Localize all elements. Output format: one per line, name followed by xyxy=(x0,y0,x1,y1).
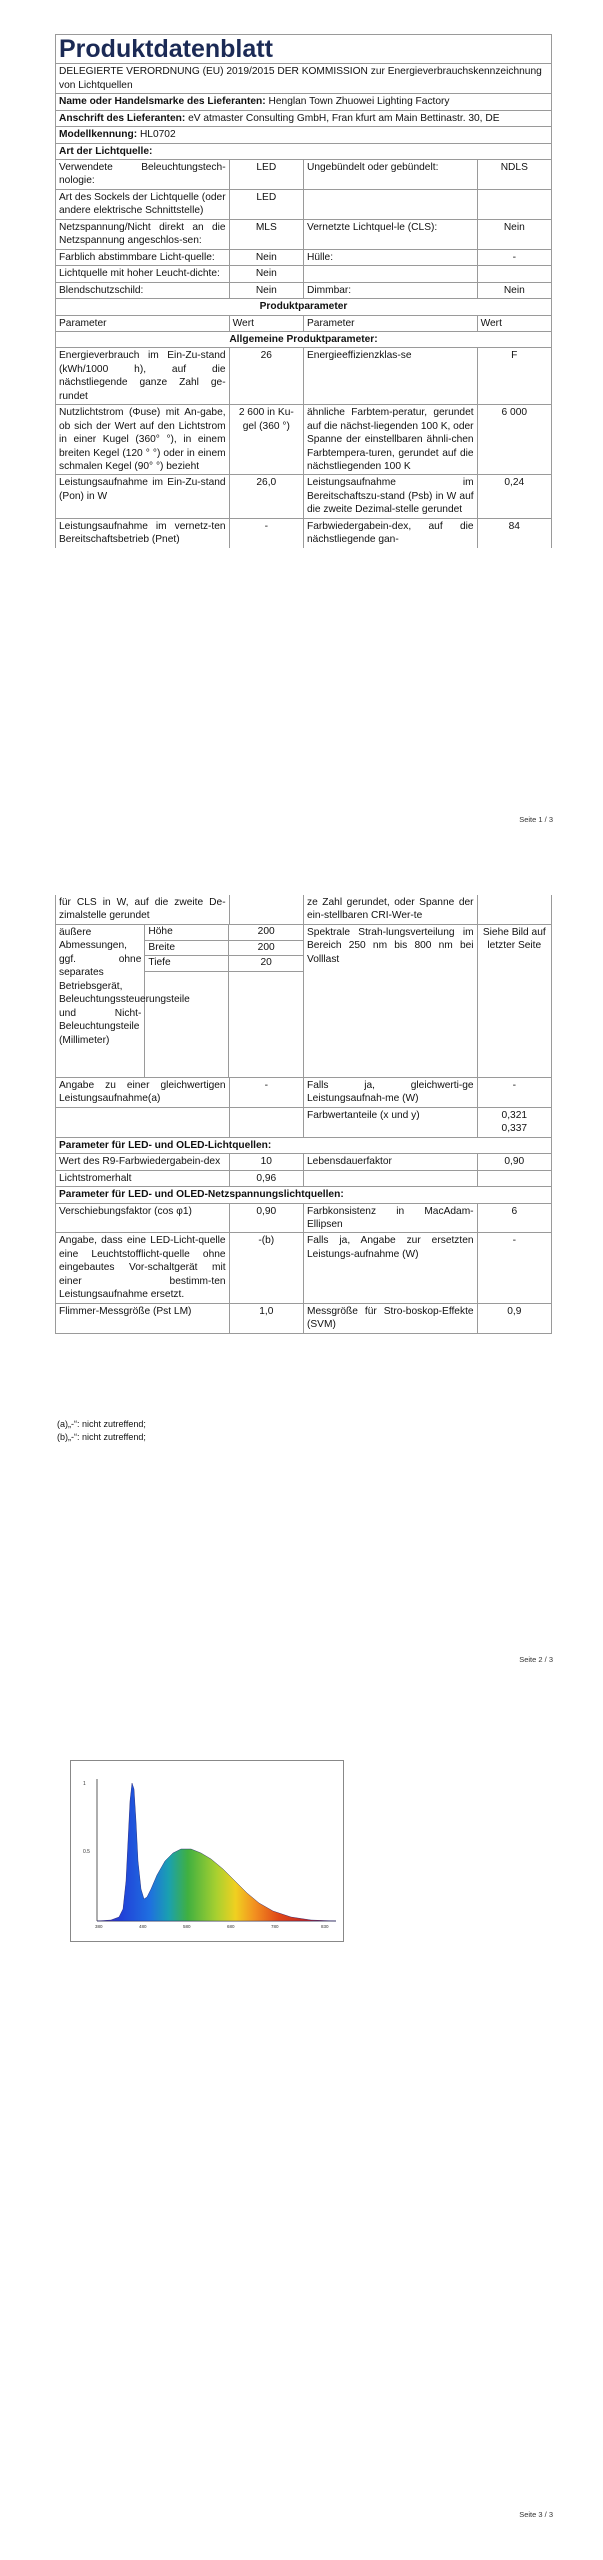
param-value: 1,0 xyxy=(229,1303,303,1333)
param-value: LED xyxy=(229,189,303,219)
param-value: - xyxy=(229,518,303,547)
empty-cell xyxy=(303,189,477,219)
table-row xyxy=(56,348,552,405)
y-tick-label: 0.5 xyxy=(83,1849,90,1855)
column-header: Wert xyxy=(229,315,303,331)
empty-cell xyxy=(477,189,551,219)
param-label: für CLS in W, auf die zweite De-zimalstelle gerundet xyxy=(56,895,230,924)
empty-cell xyxy=(229,895,303,924)
page-1 xyxy=(0,0,603,850)
table-row xyxy=(56,159,552,189)
empty-cell xyxy=(145,971,229,1077)
dimensions-label: äußere Abmessungen, ggf. ohne separates Betriebsgerät, Beleuchtungssteuerungsteile und Nicht-Beleuchtungsteile (Millimeter) xyxy=(56,925,145,1077)
param-label: Spektrale Strah-lungsverteilung im Bereich 250 nm bis 800 nm bei Volllast xyxy=(303,924,477,1077)
param-label: Energieverbrauch im Ein-Zu-stand (kWh/1000 h), auf die nächstliegende ganze Zahl ge-rundet xyxy=(56,348,230,405)
param-value: NDLS xyxy=(477,159,551,189)
empty-cell xyxy=(303,1170,477,1186)
param-label: Flimmer-Messgröße (Pst LM) xyxy=(56,1303,230,1333)
param-value: - xyxy=(477,249,551,265)
table-row xyxy=(56,1303,552,1333)
param-value: 84 xyxy=(477,518,551,547)
param-value: 6 xyxy=(477,1203,551,1233)
supplier-value: Henglan Town Zhuowei Lighting Factory xyxy=(268,96,450,108)
table-row xyxy=(56,924,552,1077)
param-value: 0,9 xyxy=(477,1303,551,1333)
param-label: Lichtquelle mit hoher Leucht-dichte: xyxy=(56,266,230,282)
table-row xyxy=(56,1154,552,1170)
column-header: Parameter xyxy=(56,315,230,331)
table-row xyxy=(56,1170,552,1186)
table-row xyxy=(56,1233,552,1303)
empty-cell xyxy=(303,266,477,282)
empty-cell xyxy=(56,1107,230,1137)
document-title: Produktdatenblatt xyxy=(59,35,273,63)
supplier-label: Name oder Handelsmarke des Lieferanten: xyxy=(59,96,266,108)
x-tick-label: 580 xyxy=(183,1924,191,1929)
param-value: LED xyxy=(229,159,303,189)
x-tick-label: 380 xyxy=(95,1924,103,1929)
param-value: MLS xyxy=(229,219,303,249)
param-value: - xyxy=(229,1077,303,1107)
dimension-value: 200 xyxy=(229,940,303,956)
table-row xyxy=(56,282,552,298)
x-tick-label: 680 xyxy=(227,1924,235,1929)
param-value: 0,90 xyxy=(477,1154,551,1170)
param-label: Wert des R9-Farbwiedergabein-dex xyxy=(56,1154,230,1170)
param-value: Siehe Bild auf letzter Seite xyxy=(477,924,551,1077)
model-label: Modellkennung: xyxy=(59,129,138,141)
dimension-value: 20 xyxy=(229,956,303,972)
model-value: HL0702 xyxy=(139,129,176,141)
param-value: Nein xyxy=(229,282,303,298)
spectrum-svg xyxy=(81,1771,341,1931)
param-value: Nein xyxy=(229,266,303,282)
param-label: Ungebündelt oder gebündelt: xyxy=(303,159,477,189)
empty-cell xyxy=(477,895,551,924)
param-value: - xyxy=(477,1077,551,1107)
datasheet-table-part-2 xyxy=(55,895,552,1334)
param-value: 0,24 xyxy=(477,475,551,518)
param-value: Nein xyxy=(477,282,551,298)
led-params-heading: Parameter für LED- und OLED-Lichtquellen: xyxy=(56,1137,552,1153)
regulation-text: DELEGIERTE VERORDNUNG (EU) 2019/2015 DER KOMMISSION zur Energieverbrauchskennzeichnung von Lichtquellen xyxy=(56,64,552,94)
param-value: 6 000 xyxy=(477,405,551,475)
title-cell xyxy=(56,35,552,64)
dimensions-cell xyxy=(56,924,304,1077)
param-value: 26 xyxy=(229,348,303,405)
table-row xyxy=(56,249,552,265)
param-label: Lebensdauerfaktor xyxy=(303,1154,477,1170)
table-row xyxy=(56,405,552,475)
param-label: Verwendete Beleuchtungstech-nologie: xyxy=(56,159,230,189)
page-2 xyxy=(0,850,603,1685)
chromaticity-x: 0,321 xyxy=(501,1109,528,1121)
param-label: Falls ja, gleichwerti-ge Leistungsaufnah-me (W) xyxy=(303,1077,477,1107)
param-label: Netzspannung/Nicht direkt an die Netzspannung angeschlos-sen: xyxy=(56,219,230,249)
param-label: Farbwiedergabein-dex, auf die nächstliegende gan- xyxy=(303,518,477,547)
param-label: Art des Sockels der Lichtquelle (oder andere elektrische Schnittstelle) xyxy=(56,189,230,219)
param-label: Leistungsaufnahme im Bereitschaftszu-stand (Psb) in W auf die zweite Dezimal-stelle gerundet xyxy=(303,475,477,518)
dimension-name: Höhe xyxy=(145,925,229,940)
empty-cell xyxy=(229,971,303,1077)
param-value: - xyxy=(477,1233,551,1303)
table-row xyxy=(56,189,552,219)
empty-cell xyxy=(477,266,551,282)
table-row xyxy=(56,1203,552,1233)
column-header-row xyxy=(56,315,552,331)
dimension-name: Breite xyxy=(145,940,229,956)
param-label: Leistungsaufnahme im Ein-Zu-stand (Pon) in W xyxy=(56,475,230,518)
datasheet-table-part-1 xyxy=(55,34,552,548)
param-value: Nein xyxy=(229,249,303,265)
param-label: Blendschutzschild: xyxy=(56,282,230,298)
param-label: Verschiebungsfaktor (cos φ1) xyxy=(56,1203,230,1233)
empty-cell xyxy=(229,1107,303,1137)
table-row xyxy=(56,1107,552,1137)
address-label: Anschrift des Lieferanten: xyxy=(59,112,186,124)
param-value: 0,96 xyxy=(229,1170,303,1186)
page-number: Seite 1 / 3 xyxy=(519,815,553,824)
spectrum-curve xyxy=(97,1783,336,1921)
table-row xyxy=(56,219,552,249)
param-value: 10 xyxy=(229,1154,303,1170)
address-value: eV atmaster Consulting GmbH, Fran kfurt am Main Bettinastr. 30, DE xyxy=(188,112,500,124)
footnotes xyxy=(57,1418,146,1444)
param-value: Nein xyxy=(477,219,551,249)
footnote: (a)„-“: nicht zutreffend; xyxy=(57,1419,146,1429)
spectral-distribution-chart xyxy=(70,1760,344,1942)
param-label: Angabe zu einer gleichwertigen Leistungsaufnahme(a) xyxy=(56,1077,230,1107)
column-header: Parameter xyxy=(303,315,477,331)
param-label: Energieeffizienzklas-se xyxy=(303,348,477,405)
param-label: ähnliche Farbtem-peratur, gerundet auf die nächst-liegenden 100 K, oder Spanne der einstellbaren ähnli-chen Farbtempera-turen, gerundet auf die nächstliegenden 100 K xyxy=(303,405,477,475)
param-label: Angabe, dass eine LED-Licht-quelle eine Leuchtstofflicht-quelle ohne eingebautes Vor-schaltgerät mit einer bestimm-ten Leistungsaufnahme ersetzt. xyxy=(56,1233,230,1303)
x-tick-label: 830 xyxy=(321,1924,329,1929)
column-header: Wert xyxy=(477,315,551,331)
address-row xyxy=(56,110,552,126)
param-label: ze Zahl gerundet, oder Spanne der ein-stellbaren CRI-Wer-te xyxy=(303,895,477,924)
mains-params-heading: Parameter für LED- und OLED-Netzspannungslichtquellen: xyxy=(56,1187,552,1203)
dimensions-table xyxy=(56,925,303,1077)
param-value xyxy=(477,1107,551,1137)
param-label: Leistungsaufnahme im vernetz-ten Bereitschaftsbetrieb (Pnet) xyxy=(56,518,230,547)
product-params-heading: Produktparameter xyxy=(56,299,552,315)
param-label: Nutzlichtstrom (Φuse) mit An-gabe, ob sich der Wert auf den Lichtstrom in einer Kugel (360° °), in einem breiten Kegel (120 ° °) oder in einem schmalen Kegel (90° °) bezieht xyxy=(56,405,230,475)
chromaticity-y: 0,337 xyxy=(501,1123,528,1135)
page-number: Seite 2 / 3 xyxy=(519,1655,553,1664)
dimension-name: Tiefe xyxy=(145,956,229,972)
param-label: Vernetzte Lichtquel-le (CLS): xyxy=(303,219,477,249)
param-label: Dimmbar: xyxy=(303,282,477,298)
x-tick-label: 780 xyxy=(271,1924,279,1929)
empty-cell xyxy=(477,1170,551,1186)
param-value: 0,90 xyxy=(229,1203,303,1233)
param-value: F xyxy=(477,348,551,405)
x-tick-label: 480 xyxy=(139,1924,147,1929)
supplier-row xyxy=(56,94,552,110)
table-row xyxy=(56,1077,552,1107)
footnote: (b)„-“: nicht zutreffend; xyxy=(57,1432,146,1443)
table-row xyxy=(56,895,552,924)
y-tick-label: 1 xyxy=(83,1781,86,1787)
param-value: 26,0 xyxy=(229,475,303,518)
param-label: Messgröße für Stro-boskop-Effekte (SVM) xyxy=(303,1303,477,1333)
param-label: Lichtstromerhalt xyxy=(56,1170,230,1186)
light-source-heading: Art der Lichtquelle: xyxy=(56,143,552,159)
param-value: -(b) xyxy=(229,1233,303,1303)
page-3 xyxy=(0,1685,603,2560)
table-row xyxy=(56,518,552,547)
model-row xyxy=(56,127,552,143)
param-value: 2 600 in Ku-gel (360 °) xyxy=(229,405,303,475)
param-label: Farbkonsistenz in MacAdam-Ellipsen xyxy=(303,1203,477,1233)
page-number: Seite 3 / 3 xyxy=(519,2510,553,2519)
general-params-heading: Allgemeine Produktparameter: xyxy=(56,331,552,347)
table-row xyxy=(56,266,552,282)
param-label: Falls ja, Angabe zur ersetzten Leistungs-aufnahme (W) xyxy=(303,1233,477,1303)
param-label: Hülle: xyxy=(303,249,477,265)
table-row xyxy=(56,475,552,518)
param-label: Farbwertanteile (x und y) xyxy=(303,1107,477,1137)
param-label: Farblich abstimmbare Licht-quelle: xyxy=(56,249,230,265)
dimension-value: 200 xyxy=(229,925,303,940)
